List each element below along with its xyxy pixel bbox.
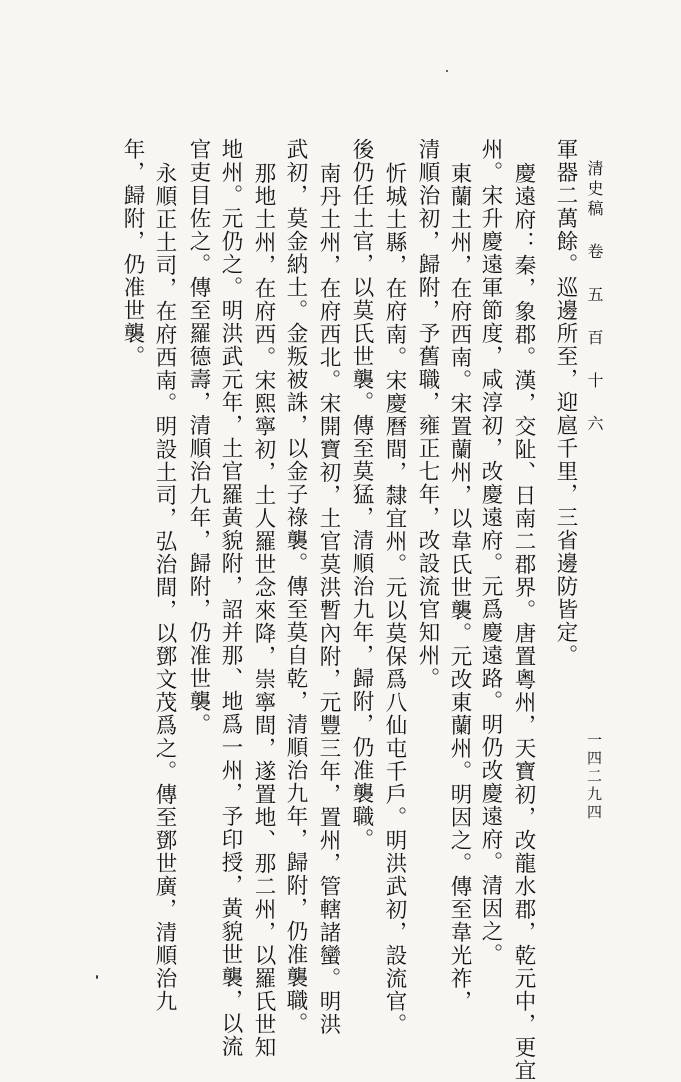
text-line-5: 清順治初，歸附，予舊職，雍正七年，改設流官知州。 [415,138,440,690]
text-line-13: 永順正土司，在府西南。明設土司，弘治間，以鄧文茂爲之。傳至鄧世廣，清順治九 [152,162,177,1013]
text-line-9: 武初，莫金納土。金叛被誅，以金子祿襲。傳至莫自乾，清順治九年，歸附，仍准襲職。 [283,138,308,1035]
text-line-6: 忻城土縣，在府南。宋慶曆間，隸宜州。元以莫保爲八仙屯千戶。明洪武初，設流官。 [382,162,407,1036]
text-line-2: 慶遠府：秦，象郡。漢，交阯、日南二郡界。唐置粵州，天寶初，改龍水郡，乾元中，更宜 [511,162,536,1082]
ink-speck [96,975,98,979]
text-line-14: 年，歸附，仍准世襲。 [120,138,145,368]
text-line-4: 東蘭土州，在府西南。宋置蘭州，以韋氏世襲。元改東蘭州。明因之。傳至韋光祚， [447,162,472,1013]
text-line-8: 南丹土州，在府西北。宋開寶初，土官莫洪暫內附，元豐三年，置州，管轄諸蠻。明洪 [316,162,341,1036]
running-title: 清史稿 卷 五 百 十 六 [585,160,604,435]
text-line-11: 地州。元仍之。明洪武元年，土官羅黃貌附，詔并那、地爲一州，予印授，黃貌世襲，以流 [218,138,243,1058]
text-line-3: 州。宋升慶遠軍節度，咸淳初，改慶遠府。元爲慶遠路。明仍改慶遠府。清因之。 [478,138,503,966]
page-number: 一四二九四 [585,732,603,822]
ink-speck [446,70,448,72]
text-line-12: 官吏目佐之。傳至羅德壽，清順治九年，歸附，仍准世襲。 [186,138,211,736]
text-line-10: 那地土州，在府西。宋熙寧初，土人羅世念來降，崇寧間，遂置地、那二州，以羅氏世知 [251,162,276,1059]
text-line-7: 後仍任土官，以莫氏世襲。傳至莫猛，清順治九年，歸附，仍准襲職。 [349,138,374,851]
text-line-1: 軍器二萬餘。巡邊所至，迎扈千里，三省邊防皆定。 [553,138,578,667]
